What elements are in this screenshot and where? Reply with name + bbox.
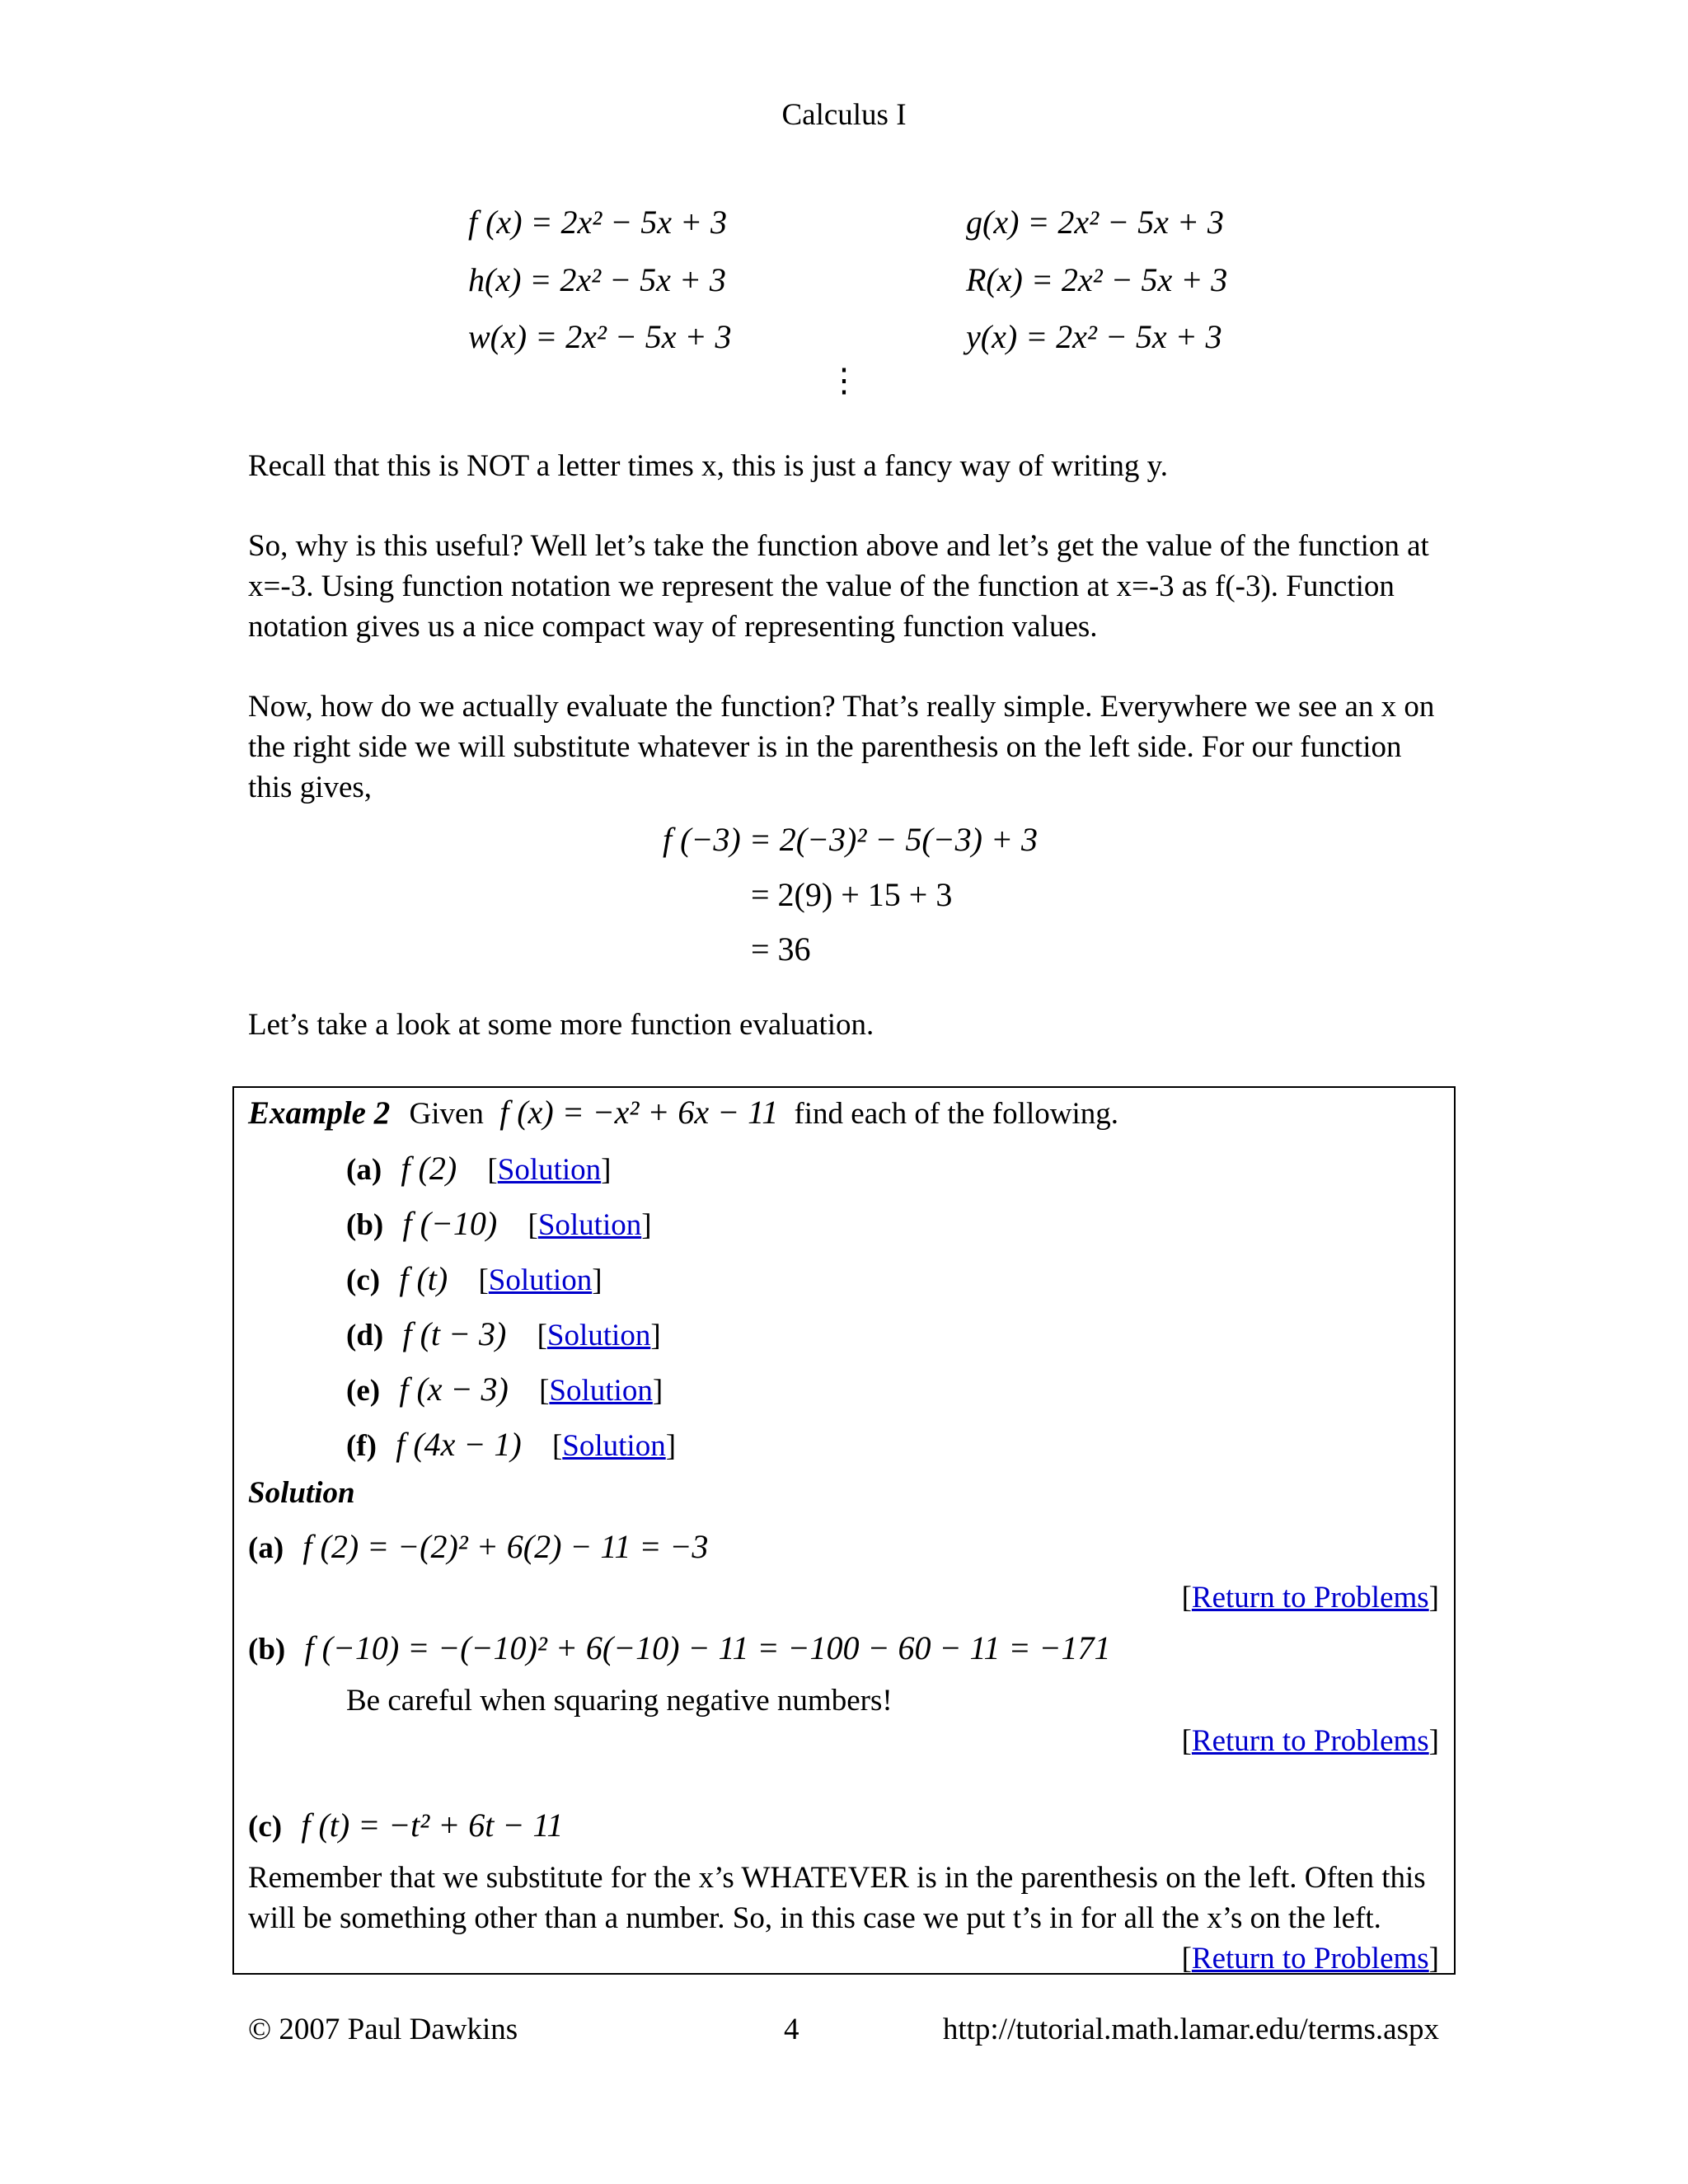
example-heading-line xyxy=(248,1093,1118,1132)
solution-label: (a) xyxy=(248,1531,284,1565)
solution-c-note: Remember that we substitute for the x’s WHATEVER is in the parenthesis on the left. Often this will be something other than a number. So, in this case we put t’s in for all the x’s on the left. xyxy=(248,1861,1426,1935)
ellipsis: ⋮ xyxy=(828,362,860,399)
problem-label: (a) xyxy=(346,1153,382,1187)
problem-label: (d) xyxy=(346,1319,384,1352)
paragraph-recall: Recall that this is NOT a letter times x, this is just a fancy way of writing y. xyxy=(248,449,1168,483)
return-link[interactable]: Return to Problems xyxy=(1191,1581,1429,1615)
function-g: g(x) = 2x² − 5x + 3 xyxy=(966,204,1224,241)
given-prefix: Given xyxy=(409,1097,484,1131)
problem-expr: f (t) xyxy=(399,1260,448,1297)
solution-link-a[interactable]: Solution xyxy=(497,1153,602,1187)
footer-page-number: 4 xyxy=(784,2013,799,2046)
function-y: y(x) = 2x² − 5x + 3 xyxy=(966,318,1222,355)
problem-label: (e) xyxy=(346,1374,381,1408)
problem-item: (a) f (2) [Solution] xyxy=(346,1150,612,1187)
return-link[interactable]: Return to Problems xyxy=(1191,1724,1429,1758)
footer-url: http://tutorial.math.lamar.edu/terms.aspx xyxy=(942,2013,1439,2046)
solution-link-b[interactable]: Solution xyxy=(537,1208,642,1242)
evaluation-line-1: f (−3) = 2(−3)² − 5(−3) + 3 xyxy=(663,821,1038,858)
function-w: w(x) = 2x² − 5x + 3 xyxy=(468,318,732,355)
problem-expr: f (4x − 1) xyxy=(396,1426,522,1463)
problem-item: (f) f (4x − 1) [Solution] xyxy=(346,1426,677,1463)
solution-b-note: Be careful when squaring negative numbers! xyxy=(346,1684,893,1718)
return-to-problems-a: [Return to Problems] xyxy=(1181,1581,1439,1615)
problem-label: (c) xyxy=(346,1263,381,1297)
paragraph-why-useful: So, why is this useful? Well let’s take the function above and let’s get the value of the function at x=-3. Using function notation we represent the value of the function at x=-3 as f(-3). Function notation gives us a nice compact way of representing function values. xyxy=(248,529,1429,644)
solution-link-e[interactable]: Solution xyxy=(549,1374,653,1408)
evaluation-line-2: = 2(9) + 15 + 3 xyxy=(751,876,953,913)
solution-expr: f (−10) = −(−10)² + 6(−10) − 11 = −100 − 60 − 11 = −171 xyxy=(304,1629,1111,1666)
solution-expr: f (t) = −t² + 6t − 11 xyxy=(301,1807,564,1844)
page-header: Calculus I xyxy=(781,98,907,132)
example-title: Example 2 xyxy=(248,1095,391,1131)
evaluation-line-3: = 36 xyxy=(751,930,811,968)
solution-heading: Solution xyxy=(248,1476,355,1510)
footer-copyright: © 2007 Paul Dawkins xyxy=(248,2013,518,2046)
function-R: R(x) = 2x² − 5x + 3 xyxy=(966,261,1228,298)
solution-c xyxy=(248,1806,563,1844)
solution-label: (c) xyxy=(248,1810,283,1844)
problem-label: (b) xyxy=(346,1208,384,1242)
problem-label: (f) xyxy=(346,1429,377,1463)
solution-link-f[interactable]: Solution xyxy=(562,1429,666,1463)
function-h: h(x) = 2x² − 5x + 3 xyxy=(468,261,726,298)
solution-link-d[interactable]: Solution xyxy=(546,1319,651,1352)
solution-b xyxy=(248,1629,1110,1667)
return-link[interactable]: Return to Problems xyxy=(1191,1942,1429,1975)
given-function: f (x) = −x² + 6x − 11 xyxy=(499,1094,779,1131)
problem-item: (c) f (t) [Solution] xyxy=(346,1260,603,1297)
solution-link-c[interactable]: Solution xyxy=(488,1263,593,1297)
problem-expr: f (2) xyxy=(401,1150,457,1187)
return-to-problems-c: [Return to Problems] xyxy=(1181,1942,1439,1975)
problem-item: (d) f (t − 3) [Solution] xyxy=(346,1315,661,1352)
problem-expr: f (x − 3) xyxy=(399,1371,509,1408)
given-suffix: find each of the following. xyxy=(794,1097,1118,1131)
problem-expr: f (−10) xyxy=(402,1205,498,1242)
return-to-problems-b: [Return to Problems] xyxy=(1181,1724,1439,1758)
paragraph-how-evaluate: Now, how do we actually evaluate the function? That’s really simple. Everywhere we see an x on the right side we will substitute whatever is in the parenthesis on the left side. For our function this gives, xyxy=(248,690,1435,804)
solution-label: (b) xyxy=(248,1633,286,1666)
paragraph-more-evaluation: Let’s take a look at some more function evaluation. xyxy=(248,1008,874,1042)
solution-expr: f (2) = −(2)² + 6(2) − 11 = −3 xyxy=(302,1528,709,1565)
problem-item: (b) f (−10) [Solution] xyxy=(346,1205,652,1242)
function-f: f (x) = 2x² − 5x + 3 xyxy=(468,204,727,241)
problem-expr: f (t − 3) xyxy=(402,1315,507,1352)
solution-a xyxy=(248,1527,708,1566)
problem-item: (e) f (x − 3) [Solution] xyxy=(346,1371,663,1408)
